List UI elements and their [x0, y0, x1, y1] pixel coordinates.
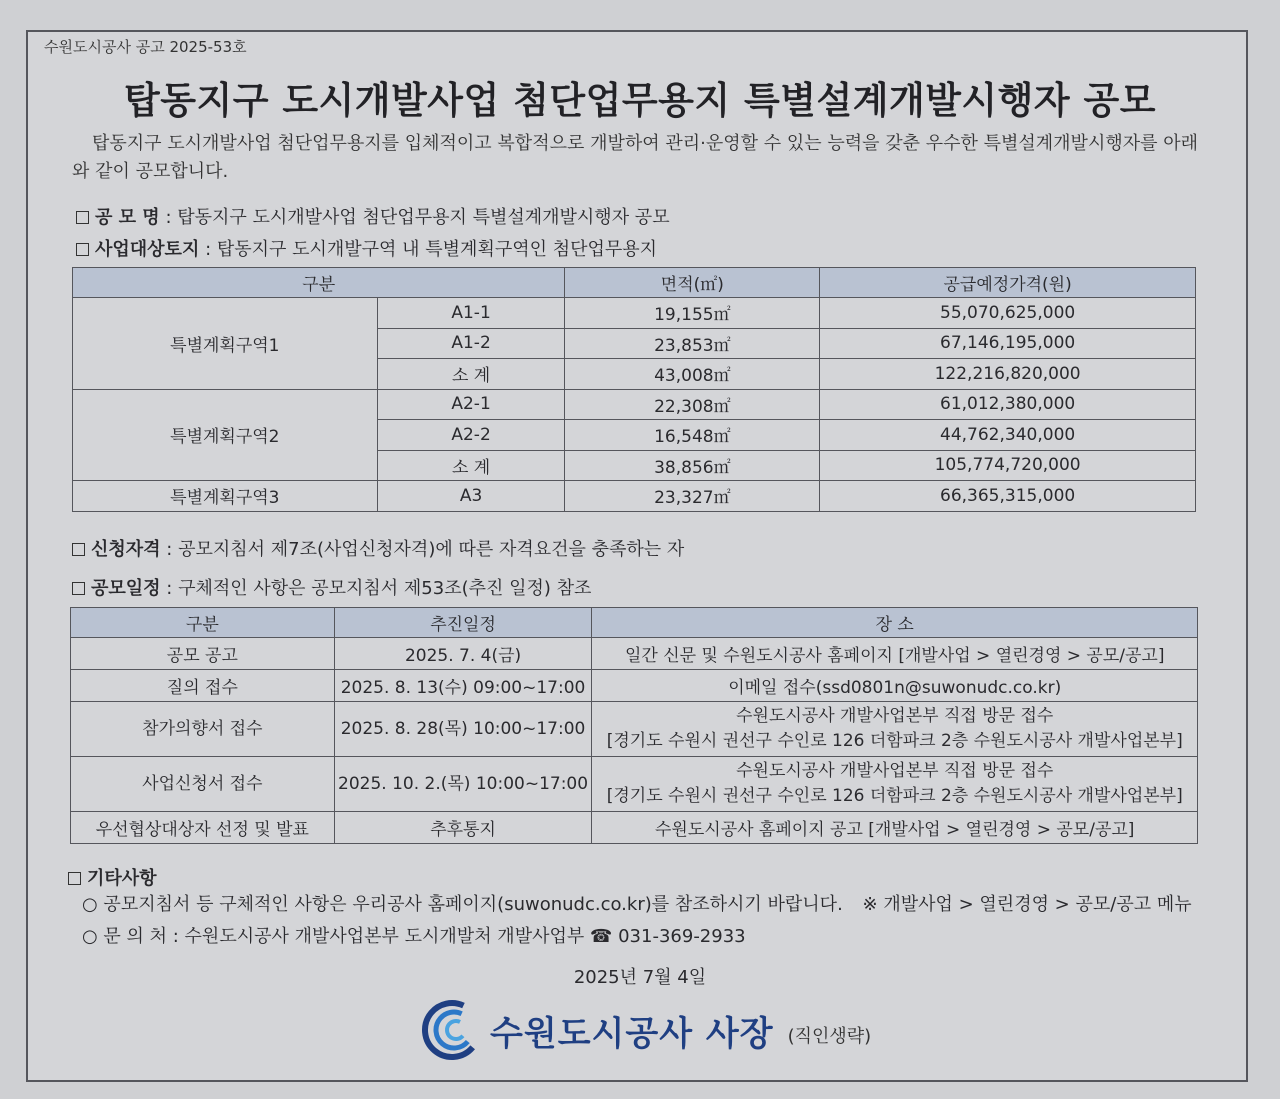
- table-row: [71, 812, 1198, 844]
- item-etc-label: 기타사항: [87, 868, 157, 889]
- step-cell: 참가의향서 접수: [71, 702, 335, 757]
- item-qualification-text: : 공모지침서 제7조(사업신청자격)에 따른 자격요건을 충족하는 자: [166, 539, 685, 560]
- area-cell: 22,308㎡: [565, 389, 820, 420]
- date-cell: 추후통지: [334, 812, 592, 844]
- area-cell: 23,327㎡: [565, 481, 820, 512]
- place-cell: [592, 702, 1198, 757]
- notice-number: 수원도시공사 공고 2025-53호: [44, 38, 247, 56]
- lot-cell: A1-2: [377, 328, 565, 359]
- date-cell: 2025. 10. 2.(목) 10:00~17:00: [334, 757, 592, 812]
- table-row: [71, 638, 1198, 670]
- item-land-text: : 탑동지구 도시개발구역 내 특별계획구역인 첨단업무용지: [205, 239, 658, 260]
- lot-cell: 소 계: [377, 450, 565, 481]
- item-name-text: : 탑동지구 도시개발사업 첨단업무용지 특별설계개발시행자 공모: [165, 207, 670, 228]
- land-header-category: 구분: [73, 268, 565, 298]
- land-header-area: 면적(㎡): [565, 268, 820, 298]
- date-cell: 2025. 7. 4(금): [334, 638, 592, 670]
- item-schedule-label: 공모일정: [91, 578, 161, 599]
- price-cell: 105,774,720,000: [820, 450, 1196, 481]
- item-name-label: 공 모 명: [95, 207, 160, 228]
- table-row: [71, 702, 1198, 757]
- schedule-header-category: 구분: [71, 608, 335, 638]
- notice-date: 2025년 7월 4일: [573, 967, 707, 988]
- price-cell: 44,762,340,000: [820, 420, 1196, 451]
- item-schedule: [72, 574, 591, 600]
- zone-cell: 특별계획구역1: [73, 298, 378, 390]
- place-line: 수원도시공사 개발사업본부 직접 방문 접수: [736, 706, 1054, 726]
- table-row: [73, 298, 1196, 329]
- area-cell: 19,155㎡: [565, 298, 820, 329]
- table-row: [73, 389, 1196, 420]
- step-cell: 사업신청서 접수: [71, 757, 335, 812]
- area-cell: 16,548㎡: [565, 420, 820, 451]
- lot-cell: A2-2: [377, 420, 565, 451]
- lot-cell: A3: [377, 481, 565, 512]
- organization-name: 수원도시공사 사장: [490, 1013, 774, 1054]
- checkbox-square-icon: [76, 243, 89, 256]
- place-line: 수원도시공사 개발사업본부 직접 방문 접수: [736, 761, 1054, 781]
- place-cell: 일간 신문 및 수원도시공사 홈페이지 [개발사업 > 열린경영 > 공모/공고]: [592, 638, 1198, 670]
- date-cell: 2025. 8. 13(수) 09:00~17:00: [334, 670, 592, 702]
- step-cell: 공모 공고: [71, 638, 335, 670]
- item-qualification-label: 신청자격: [91, 539, 161, 560]
- lot-cell: A1-1: [377, 298, 565, 329]
- page-title: 탑동지구 도시개발사업 첨단업무용지 특별설계개발시행자 공모: [123, 79, 1157, 122]
- checkbox-square-icon: [72, 543, 85, 556]
- area-cell: 38,856㎡: [565, 450, 820, 481]
- lot-cell: 소 계: [377, 359, 565, 390]
- land-table: [72, 267, 1196, 512]
- price-cell: 122,216,820,000: [820, 359, 1196, 390]
- place-cell: 수원도시공사 홈페이지 공고 [개발사업 > 열린경영 > 공모/공고]: [592, 812, 1198, 844]
- schedule-table: [70, 607, 1198, 844]
- zone-cell: 특별계획구역3: [73, 481, 378, 512]
- seal-note: (직인생략): [787, 1026, 872, 1047]
- schedule-header-date: 추진일정: [334, 608, 592, 638]
- date-cell: 2025. 8. 28(목) 10:00~17:00: [334, 702, 592, 757]
- place-address: [경기도 수원시 권선구 수인로 126 더함파크 2층 수원도시공사 개발사업본부]: [606, 786, 1183, 806]
- place-cell: [592, 757, 1198, 812]
- zone-cell: 특별계획구역2: [73, 389, 378, 481]
- checkbox-square-icon: [72, 582, 85, 595]
- table-row: [71, 670, 1198, 702]
- swirl-logo-icon: [416, 996, 484, 1064]
- price-cell: 67,146,195,000: [820, 328, 1196, 359]
- item-qualification: [72, 535, 684, 561]
- land-header-price: 공급예정가격(원): [820, 268, 1196, 298]
- place-cell: 이메일 접수(ssd0801n@suwonudc.co.kr): [592, 670, 1198, 702]
- lot-cell: A2-1: [377, 389, 565, 420]
- item-land: [76, 235, 657, 261]
- step-cell: 질의 접수: [71, 670, 335, 702]
- checkbox-square-icon: [68, 872, 81, 885]
- schedule-header-place: 장 소: [592, 608, 1198, 638]
- etc-line-1-text: ○ 공모지침서 등 구체적인 사항은 우리공사 홈페이지(suwonudc.co.kr)를 참조하시기 바랍니다.: [82, 894, 843, 915]
- checkbox-square-icon: [76, 211, 89, 224]
- etc-line-2: ○ 문 의 처 : 수원도시공사 개발사업본부 도시개발처 개발사업부 ☎ 031-369-2933: [82, 926, 746, 947]
- price-cell: 61,012,380,000: [820, 389, 1196, 420]
- table-row: [71, 757, 1198, 812]
- step-cell: 우선협상대상자 선정 및 발표: [71, 812, 335, 844]
- area-cell: 43,008㎡: [565, 359, 820, 390]
- etc-line-1: [82, 890, 1192, 916]
- item-schedule-text: : 구체적인 사항은 공모지침서 제53조(추진 일정) 참조: [166, 578, 592, 599]
- place-address: [경기도 수원시 권선구 수인로 126 더함파크 2층 수원도시공사 개발사업본부]: [606, 731, 1183, 751]
- price-cell: 55,070,625,000: [820, 298, 1196, 329]
- signature-block: [416, 996, 871, 1064]
- item-etc: [68, 864, 157, 890]
- etc-line-1-note: ※ 개발사업 > 열린경영 > 공모/공고 메뉴: [862, 894, 1192, 915]
- price-cell: 66,365,315,000: [820, 481, 1196, 512]
- area-cell: 23,853㎡: [565, 328, 820, 359]
- table-row: [73, 481, 1196, 512]
- intro-paragraph: 탑동지구 도시개발사업 첨단업무용지를 입체적이고 복합적으로 개발하여 관리·운영할 수 있는 능력을 갖춘 우수한 특별설계개발시행자를 아래와 같이 공모합니다.: [72, 133, 1198, 182]
- item-name: [76, 203, 670, 229]
- item-land-label: 사업대상토지: [95, 239, 200, 260]
